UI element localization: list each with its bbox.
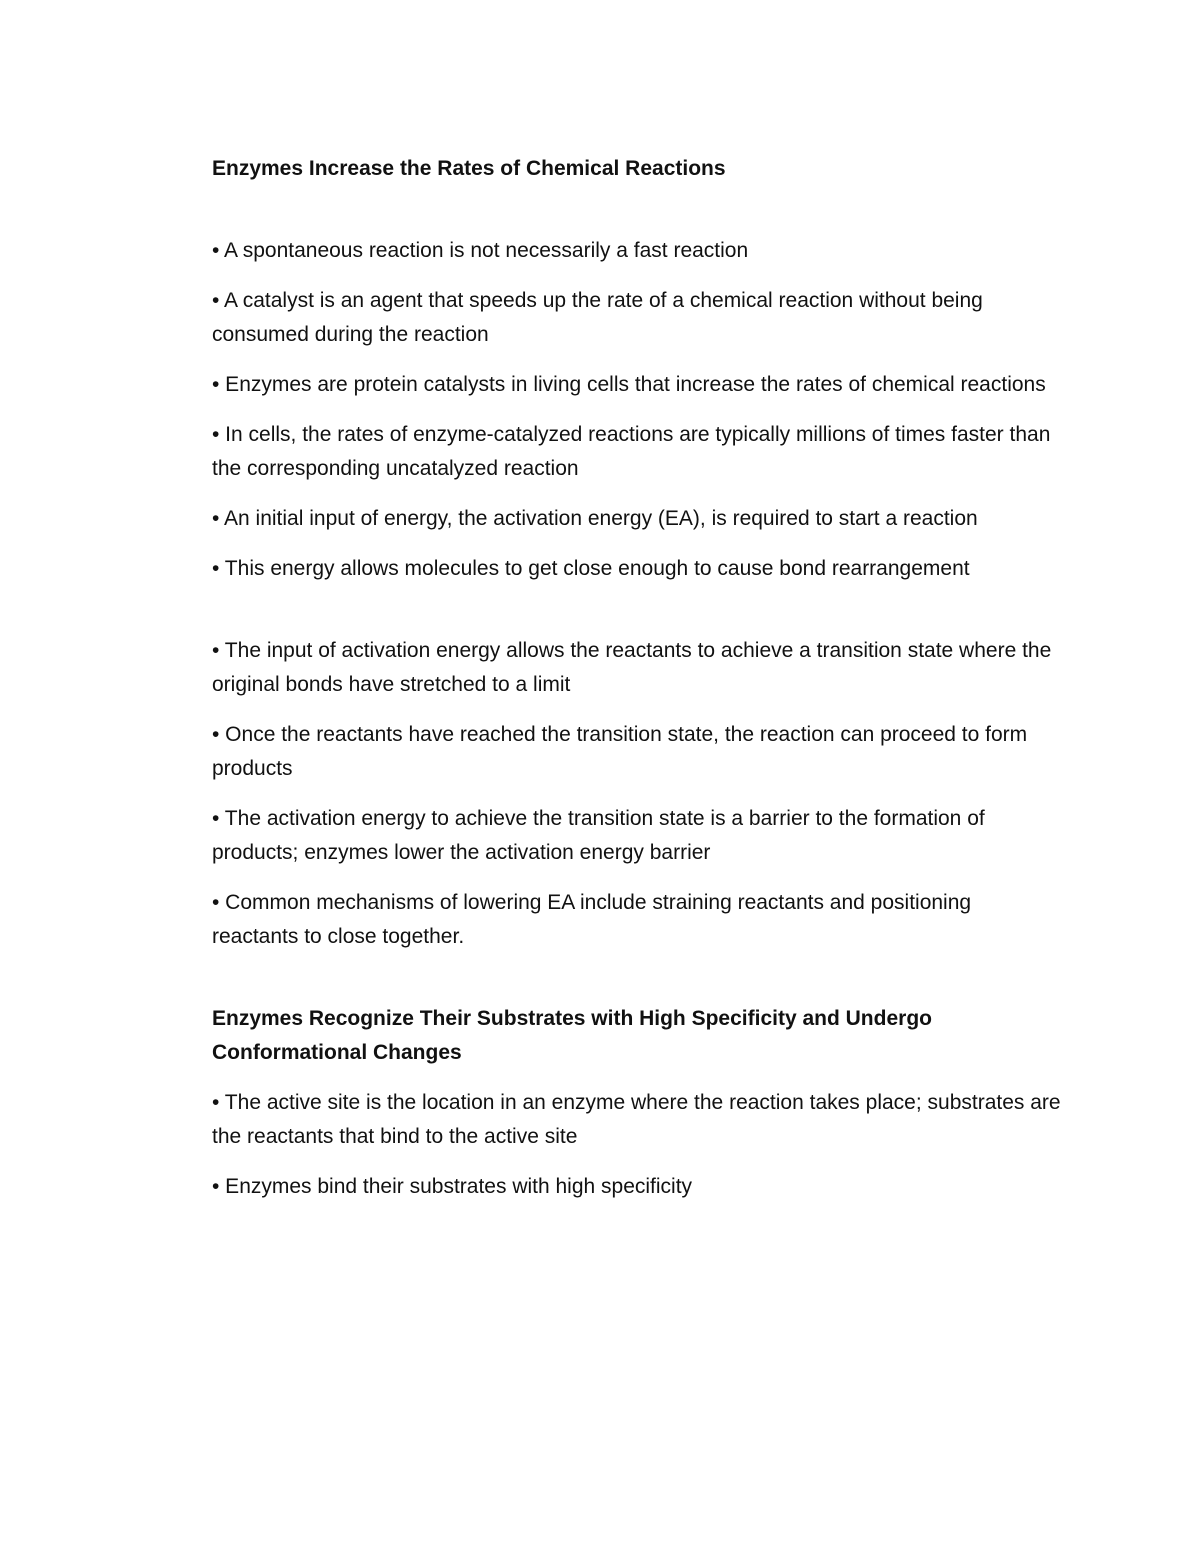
section-heading-substrate-specificity: Enzymes Recognize Their Substrates with High Specificity and Undergo Conformational Changes — [212, 1007, 932, 1064]
bullet-energy-bond-rearrangement: • This energy allows molecules to get close enough to cause bond rearrangement — [212, 557, 970, 580]
bullet-activation-barrier: • The activation energy to achieve the transition state is a barrier to the formation of products; enzymes lower the activation energy barrier — [212, 807, 985, 864]
section-heading-enzymes-increase-rates: Enzymes Increase the Rates of Chemical Reactions — [212, 157, 726, 180]
bullet-catalyst-definition: • A catalyst is an agent that speeds up the rate of a chemical reaction without being consumed during the reaction — [212, 289, 983, 346]
bullet-enzymes-protein-catalysts: • Enzymes are protein catalysts in living cells that increase the rates of chemical reactions — [212, 373, 1046, 396]
bullet-high-specificity: • Enzymes bind their substrates with high specificity — [212, 1175, 693, 1198]
bullet-lowering-ea-mechanisms: • Common mechanisms of lowering EA include straining reactants and positioning reactants to close together. — [212, 891, 972, 948]
bullet-enzyme-catalyzed-rates: • In cells, the rates of enzyme-catalyzed reactions are typically millions of times faster than the corresponding uncatalyzed reaction — [212, 423, 1051, 480]
bullet-spontaneous-reaction: • A spontaneous reaction is not necessarily a fast reaction — [212, 239, 749, 262]
document-content — [212, 152, 1062, 1220]
bullet-proceed-to-products: • Once the reactants have reached the transition state, the reaction can proceed to form products — [212, 723, 1028, 780]
bullet-transition-state: • The input of activation energy allows the reactants to achieve a transition state where the original bonds have stretched to a limit — [212, 639, 1052, 696]
bullet-active-site: • The active site is the location in an enzyme where the reaction takes place; substrates are the reactants that bind to the active site — [212, 1091, 1061, 1148]
bullet-activation-energy: • An initial input of energy, the activation energy (EA), is required to start a reaction — [212, 507, 978, 530]
